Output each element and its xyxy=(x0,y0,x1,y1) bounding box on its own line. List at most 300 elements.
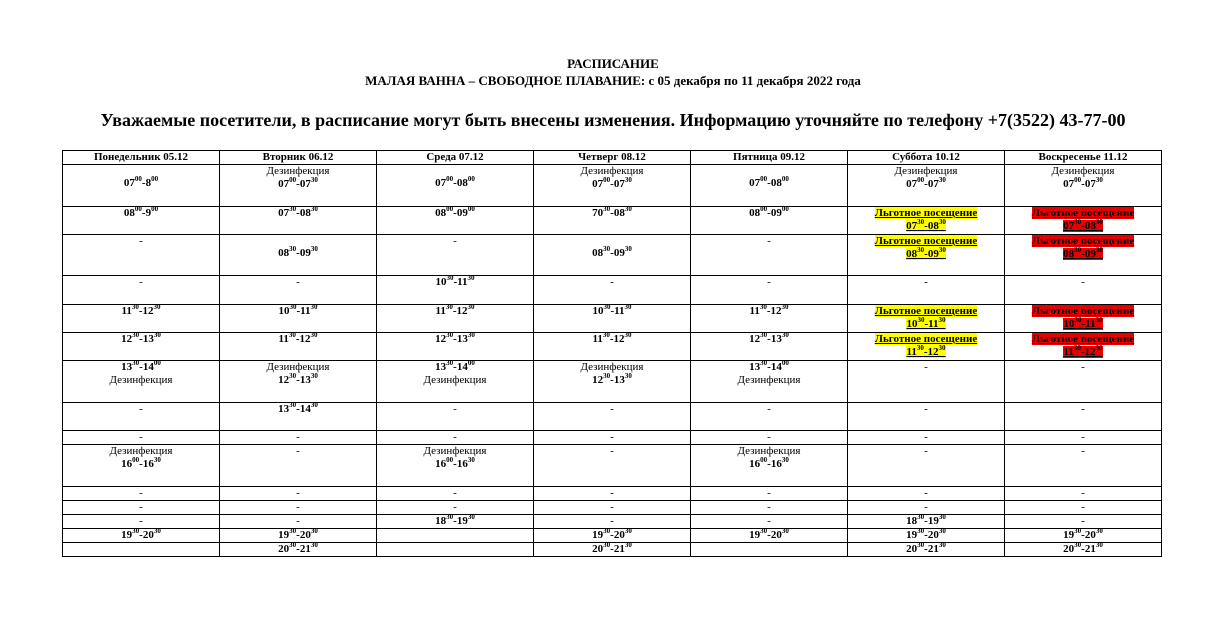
range-separator: - xyxy=(610,529,614,541)
discount-label-line xyxy=(850,235,1002,248)
time-range xyxy=(850,543,1002,556)
range-separator: - xyxy=(1081,529,1085,541)
time-range-text xyxy=(121,305,160,317)
time-range xyxy=(850,318,1002,331)
start-hour: 10 xyxy=(906,318,918,330)
range-separator: - xyxy=(296,403,300,415)
time-range xyxy=(379,361,531,374)
end-hour: 12 xyxy=(1084,346,1096,358)
start-hour: 07 xyxy=(123,177,135,189)
empty-slot-dash: - xyxy=(139,431,143,443)
time-range-text xyxy=(278,374,318,386)
empty-slot-dash: - xyxy=(1081,501,1085,513)
end-hour: 14 xyxy=(142,361,154,373)
start-hour: 18 xyxy=(906,515,918,527)
range-separator: - xyxy=(453,361,457,373)
schedule-cell xyxy=(1005,403,1162,431)
range-separator: - xyxy=(1081,318,1086,330)
start-minutes: 30 xyxy=(917,246,925,254)
schedule-cell xyxy=(691,165,848,207)
time-range xyxy=(379,515,531,528)
start-minutes: 30 xyxy=(917,528,925,535)
start-hour: 20 xyxy=(906,543,918,555)
start-hour: 07 xyxy=(592,178,604,190)
start-hour: 19 xyxy=(749,529,761,541)
end-minutes: 30 xyxy=(1095,528,1103,535)
end-hour: 16 xyxy=(456,458,468,470)
start-minutes: 30 xyxy=(132,332,140,339)
schedule-cell xyxy=(63,431,220,445)
range-separator: - xyxy=(609,333,614,345)
schedule-cell xyxy=(1005,276,1162,305)
schedule-row xyxy=(63,501,1162,515)
start-minutes: 30 xyxy=(289,402,297,409)
discount-label: Льготное посещение xyxy=(874,235,978,247)
end-hour: 20 xyxy=(1084,529,1096,541)
schedule-row xyxy=(63,207,1162,235)
time-range xyxy=(536,529,688,542)
schedule-row xyxy=(63,515,1162,529)
range-separator: - xyxy=(296,543,300,555)
time-range xyxy=(222,543,374,556)
start-hour: 19 xyxy=(121,529,133,541)
schedule-cell xyxy=(534,445,691,487)
schedule-row xyxy=(63,361,1162,403)
time-range xyxy=(693,177,845,190)
end-minutes: 30 xyxy=(624,372,632,380)
time-range-text xyxy=(592,333,631,345)
schedule-cell xyxy=(220,403,377,431)
range-separator: - xyxy=(610,543,614,555)
day-header: Воскресенье 11.12 xyxy=(1005,151,1162,165)
time-range xyxy=(222,374,374,387)
range-separator: - xyxy=(924,543,928,555)
range-separator: - xyxy=(139,333,143,345)
end-minutes: 30 xyxy=(310,206,318,213)
schedule-cell xyxy=(848,235,1005,276)
start-minutes: 00 xyxy=(446,206,454,213)
time-range-text xyxy=(1063,543,1103,555)
start-minutes: 00 xyxy=(132,456,140,464)
time-range-text xyxy=(906,178,946,190)
end-minutes: 30 xyxy=(781,332,789,339)
empty-slot-dash: - xyxy=(610,515,614,527)
time-range-text xyxy=(749,305,788,317)
start-hour: 11 xyxy=(435,305,446,317)
end-minutes: 30 xyxy=(153,456,161,464)
empty-slot-dash: - xyxy=(139,276,143,288)
range-separator: - xyxy=(296,207,300,219)
schedule-row xyxy=(63,487,1162,501)
time-range-text xyxy=(435,361,475,373)
schedule-cell xyxy=(377,431,534,445)
start-hour: 13 xyxy=(278,403,290,415)
disinfection-label: Дезинфекция xyxy=(737,445,801,457)
range-separator: - xyxy=(1081,178,1085,190)
time-range-text xyxy=(121,361,161,373)
start-minutes: 00 xyxy=(1074,176,1082,184)
start-minutes: 30 xyxy=(603,245,611,253)
start-hour: 12 xyxy=(749,333,761,345)
time-range-text xyxy=(592,529,632,541)
empty-slot-dash: - xyxy=(924,431,928,443)
time-range-text xyxy=(435,305,474,317)
start-minutes: 30 xyxy=(917,542,925,549)
start-hour: 08 xyxy=(278,247,290,259)
end-minutes: 30 xyxy=(467,332,475,339)
schedule-cell xyxy=(848,207,1005,235)
start-minutes: 30 xyxy=(603,542,611,549)
start-minutes: 30 xyxy=(1074,528,1082,535)
schedule-cell xyxy=(534,403,691,431)
end-minutes: 30 xyxy=(938,528,946,535)
schedule-row xyxy=(63,305,1162,333)
time-range-text xyxy=(278,333,317,345)
start-hour: 07 xyxy=(1063,178,1075,190)
time-range-text xyxy=(906,543,946,555)
schedule-cell xyxy=(1005,445,1162,487)
end-minutes: 30 xyxy=(781,456,789,464)
start-hour: 10 xyxy=(592,305,604,317)
empty-slot-dash: - xyxy=(610,276,614,288)
end-hour: 14 xyxy=(456,361,468,373)
start-minutes: 30 xyxy=(289,542,297,549)
end-minutes: 30 xyxy=(624,245,632,253)
time-range xyxy=(379,458,531,471)
end-minutes: 30 xyxy=(310,528,318,535)
schedule-cell xyxy=(534,207,691,235)
range-separator: - xyxy=(296,529,300,541)
end-hour: 13 xyxy=(613,374,625,386)
time-range xyxy=(379,333,531,346)
end-minutes: 30 xyxy=(624,176,632,184)
range-separator: - xyxy=(453,207,457,219)
schedule-cell xyxy=(1005,235,1162,276)
time-range xyxy=(222,305,374,318)
start-minutes: 30 xyxy=(289,245,297,253)
time-range xyxy=(693,529,845,542)
end-minutes: 30 xyxy=(938,176,946,184)
day-header: Суббота 10.12 xyxy=(848,151,1005,165)
start-hour: 13 xyxy=(435,361,447,373)
schedule-cell xyxy=(848,361,1005,403)
schedule-cell xyxy=(1005,305,1162,333)
range-separator: - xyxy=(453,333,457,345)
disinfection-label: Дезинфекция xyxy=(894,165,958,177)
schedule-cell xyxy=(691,431,848,445)
end-minutes: 30 xyxy=(938,246,946,254)
empty-slot-dash: - xyxy=(453,501,457,513)
range-separator: - xyxy=(453,458,457,470)
schedule-row xyxy=(63,276,1162,305)
time-range-text xyxy=(749,333,789,345)
time-range xyxy=(1007,529,1159,542)
time-range xyxy=(379,276,531,289)
end-hour: 09 xyxy=(1084,248,1096,260)
range-separator: - xyxy=(924,529,928,541)
time-range-text xyxy=(749,529,789,541)
empty-slot-dash: - xyxy=(767,515,771,527)
time-range xyxy=(536,247,688,260)
end-hour: 19 xyxy=(456,515,468,527)
end-minutes: 30 xyxy=(624,332,632,339)
schedule-cell xyxy=(63,207,220,235)
start-minutes: 00 xyxy=(760,456,768,464)
end-hour: 09 xyxy=(613,247,625,259)
end-minutes: 30 xyxy=(938,316,946,324)
schedule-cell xyxy=(220,487,377,501)
start-minutes: 30 xyxy=(132,528,140,535)
end-hour: 21 xyxy=(613,543,625,555)
start-hour: 18 xyxy=(435,515,447,527)
time-range xyxy=(222,333,374,346)
end-hour: 08 xyxy=(299,207,311,219)
end-hour: 13 xyxy=(299,374,311,386)
end-hour: 11 xyxy=(457,276,468,288)
schedule-cell xyxy=(377,445,534,487)
time-range-text xyxy=(435,276,474,288)
start-minutes: 30 xyxy=(603,206,611,213)
discount-label-line xyxy=(1007,207,1159,220)
schedule-cell xyxy=(691,543,848,557)
end-hour: 21 xyxy=(299,543,311,555)
end-minutes: 00 xyxy=(467,360,475,367)
start-minutes: 30 xyxy=(1074,316,1082,324)
empty-slot-dash: - xyxy=(1081,276,1085,288)
schedule-cell xyxy=(377,501,534,515)
schedule-table xyxy=(62,150,1162,557)
range-separator: - xyxy=(924,248,928,260)
schedule-row xyxy=(63,165,1162,207)
start-minutes: 00 xyxy=(760,206,768,213)
schedule-cell xyxy=(220,235,377,276)
start-minutes: 30 xyxy=(289,528,297,535)
start-hour: 12 xyxy=(121,333,133,345)
end-minutes: 30 xyxy=(624,542,632,549)
time-range-text xyxy=(278,403,318,415)
empty-slot-dash: - xyxy=(296,445,300,457)
end-hour: 11 xyxy=(928,318,939,330)
schedule-cell xyxy=(377,403,534,431)
end-hour: 12 xyxy=(613,333,625,345)
start-minutes: 30 xyxy=(917,218,925,226)
time-range xyxy=(536,333,688,346)
schedule-cell xyxy=(691,501,848,515)
empty-slot-dash: - xyxy=(139,403,143,415)
range-separator: - xyxy=(295,333,300,345)
schedule-cell xyxy=(63,529,220,543)
range-separator: - xyxy=(767,529,771,541)
end-hour: 07 xyxy=(1084,178,1096,190)
end-hour: 13 xyxy=(142,333,154,345)
end-minutes: 30 xyxy=(310,304,318,311)
schedule-title: РАСПИСАНИЕ xyxy=(567,56,659,71)
disinfection-label: Дезинфекция xyxy=(266,361,330,373)
start-hour: 11 xyxy=(121,305,132,317)
end-hour: 12 xyxy=(456,305,468,317)
empty-slot-dash: - xyxy=(924,403,928,415)
end-hour: 07 xyxy=(927,178,939,190)
range-separator: - xyxy=(767,333,771,345)
start-hour: 08 xyxy=(592,247,604,259)
end-minutes: 00 xyxy=(151,206,159,213)
schedule-cell xyxy=(848,543,1005,557)
range-separator: - xyxy=(924,220,928,232)
start-minutes: 30 xyxy=(289,304,297,311)
empty-slot-dash: - xyxy=(139,487,143,499)
discount-label: Льготное посещение xyxy=(874,333,978,345)
day-header: Пятница 09.12 xyxy=(691,151,848,165)
empty-slot-dash: - xyxy=(296,487,300,499)
schedule-cell xyxy=(848,445,1005,487)
end-hour: 13 xyxy=(456,333,468,345)
schedule-row xyxy=(63,403,1162,431)
start-minutes: 30 xyxy=(446,514,454,521)
schedule-cell xyxy=(691,515,848,529)
empty-slot-dash: - xyxy=(610,431,614,443)
schedule-cell xyxy=(1005,361,1162,403)
schedule-cell xyxy=(848,431,1005,445)
schedule-cell xyxy=(534,529,691,543)
start-hour: 07 xyxy=(906,178,918,190)
schedule-cell xyxy=(63,361,220,403)
range-separator: - xyxy=(924,515,928,527)
range-separator: - xyxy=(139,458,143,470)
start-minutes: 30 xyxy=(289,372,297,380)
discount-label-line xyxy=(1007,235,1159,248)
time-range-text xyxy=(749,361,789,373)
range-separator: - xyxy=(767,458,771,470)
schedule-cell xyxy=(377,165,534,207)
time-range xyxy=(379,305,531,318)
time-range-text xyxy=(1063,220,1103,232)
empty-slot-dash: - xyxy=(610,501,614,513)
range-separator: - xyxy=(1081,220,1085,232)
empty-slot-dash: - xyxy=(453,431,457,443)
start-minutes: 00 xyxy=(917,176,925,184)
schedule-cell xyxy=(534,276,691,305)
end-minutes: 30 xyxy=(467,514,475,521)
range-separator: - xyxy=(924,318,929,330)
time-range xyxy=(536,178,688,191)
start-hour: 13 xyxy=(121,361,133,373)
empty-slot-dash: - xyxy=(1081,361,1085,373)
time-range-text xyxy=(278,207,318,219)
range-separator: - xyxy=(138,305,143,317)
start-hour: 11 xyxy=(749,305,760,317)
end-hour: 20 xyxy=(770,529,782,541)
end-minutes: 00 xyxy=(467,206,475,213)
schedule-cell xyxy=(534,501,691,515)
time-range xyxy=(379,177,531,190)
time-range-text xyxy=(592,374,632,386)
range-separator: - xyxy=(767,177,771,189)
start-minutes: 30 xyxy=(603,528,611,535)
end-minutes: 30 xyxy=(310,176,318,184)
range-separator: - xyxy=(1081,543,1085,555)
time-range xyxy=(850,529,1002,542)
schedule-cell xyxy=(534,305,691,333)
empty-slot-dash: - xyxy=(924,445,928,457)
start-hour: 12 xyxy=(435,333,447,345)
end-hour: 11 xyxy=(614,305,625,317)
start-minutes: 30 xyxy=(445,304,453,311)
empty-slot-dash: - xyxy=(453,487,457,499)
start-hour: 10 xyxy=(435,276,447,288)
schedule-row xyxy=(63,333,1162,361)
end-hour: 09 xyxy=(299,247,311,259)
start-minutes: 30 xyxy=(916,344,924,352)
time-range-text xyxy=(278,305,317,317)
schedule-cell xyxy=(691,207,848,235)
time-range xyxy=(693,305,845,318)
schedule-cell xyxy=(63,305,220,333)
start-hour: 70 xyxy=(592,207,604,219)
schedule-cell xyxy=(63,165,220,207)
start-minutes: 30 xyxy=(603,304,611,311)
time-range-text xyxy=(906,529,946,541)
time-range-text xyxy=(1063,178,1103,190)
end-minutes: 30 xyxy=(938,344,946,352)
end-minutes: 30 xyxy=(781,304,789,311)
range-separator: - xyxy=(766,305,771,317)
end-hour: 21 xyxy=(927,543,939,555)
time-range-text xyxy=(592,247,632,259)
schedule-cell xyxy=(1005,515,1162,529)
end-hour: 08 xyxy=(613,207,625,219)
range-separator: - xyxy=(453,276,458,288)
range-separator: - xyxy=(141,207,146,219)
discount-label: Льготное посещение xyxy=(1031,305,1135,317)
end-hour: 20 xyxy=(142,529,154,541)
time-range-text xyxy=(592,305,631,317)
end-minutes: 30 xyxy=(467,275,475,282)
empty-slot-dash: - xyxy=(767,487,771,499)
start-hour: 20 xyxy=(592,543,604,555)
start-minutes: 30 xyxy=(288,332,296,339)
schedule-cell xyxy=(691,333,848,361)
range-separator: - xyxy=(296,247,300,259)
end-minutes: 30 xyxy=(153,332,161,339)
range-separator: - xyxy=(610,207,614,219)
schedule-cell xyxy=(1005,543,1162,557)
start-hour: 08 xyxy=(749,207,761,219)
disinfection-label: Дезинфекция xyxy=(1051,165,1115,177)
start-minutes: 30 xyxy=(917,514,925,521)
end-minutes: 30 xyxy=(1095,246,1103,254)
time-range-text xyxy=(278,178,318,190)
start-hour: 16 xyxy=(749,458,761,470)
schedule-cell xyxy=(1005,333,1162,361)
end-minutes: 00 xyxy=(781,360,789,367)
empty-slot-dash: - xyxy=(767,403,771,415)
discount-label-line xyxy=(1007,305,1159,318)
schedule-cell xyxy=(534,361,691,403)
schedule-cell xyxy=(220,431,377,445)
time-range xyxy=(65,529,217,542)
schedule-cell xyxy=(63,445,220,487)
time-range-text xyxy=(749,207,789,219)
time-range xyxy=(693,458,845,471)
schedule-cell xyxy=(848,305,1005,333)
start-hour: 07 xyxy=(278,178,290,190)
discount-label: Льготное посещение xyxy=(1031,235,1135,247)
start-hour: 19 xyxy=(592,529,604,541)
time-range-text xyxy=(278,247,318,259)
time-range-text xyxy=(906,515,946,527)
start-minutes: 00 xyxy=(446,175,454,183)
range-separator: - xyxy=(610,374,614,386)
